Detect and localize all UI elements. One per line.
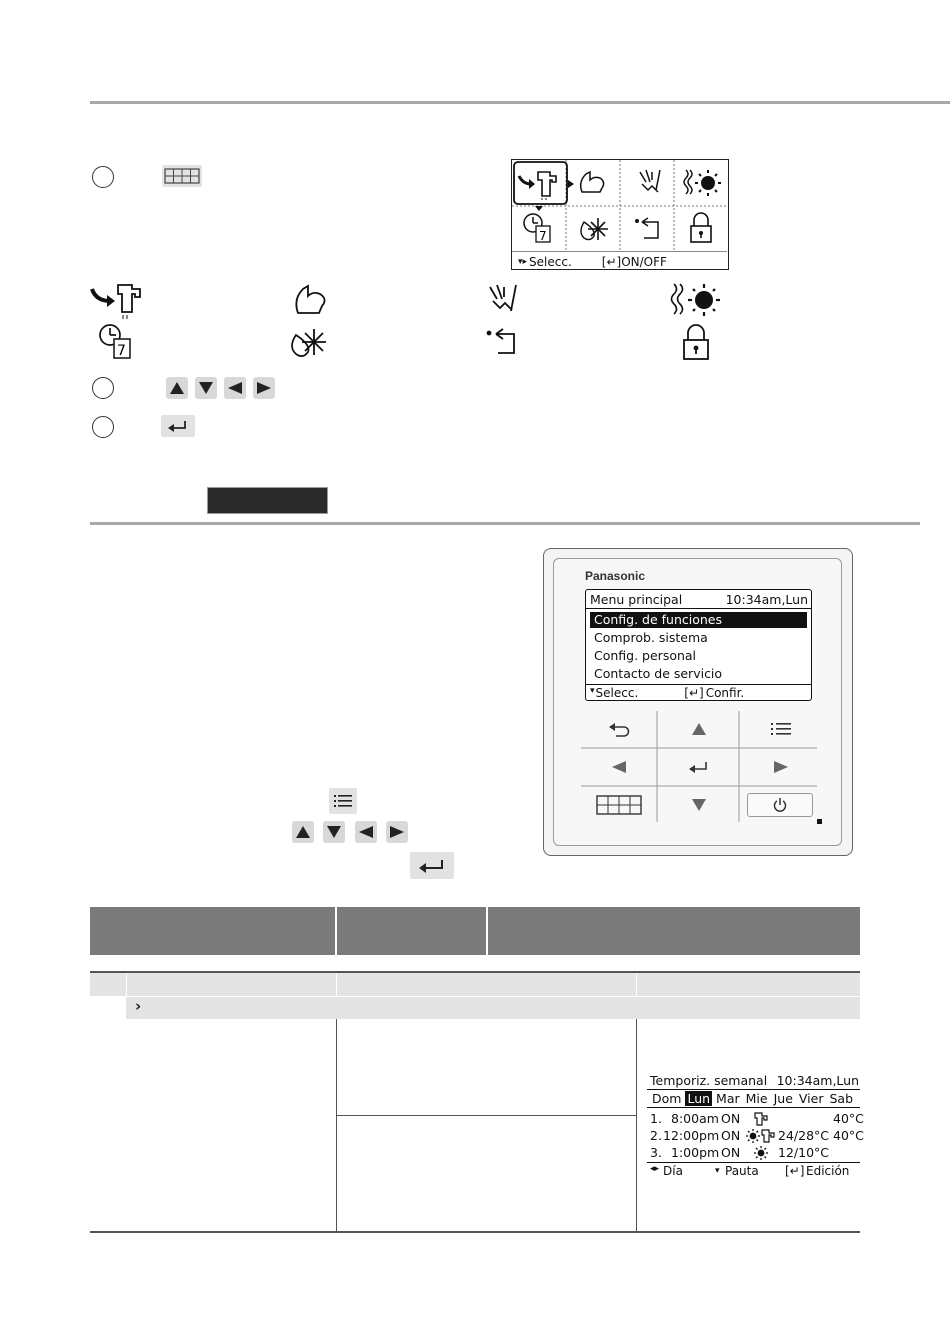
day-tab[interactable]: Mar [716,1091,740,1106]
row3-time: 1:00pm [671,1145,720,1160]
footer-edit: Edición [806,1164,850,1178]
table-band-divider-b [336,973,337,996]
schedule-time: 10:34am,Lun [776,1073,859,1088]
right-button[interactable] [751,752,811,782]
enter-icon [688,760,710,774]
remote-footer [590,686,744,700]
legend-lock-icon [680,323,712,365]
remote-footer-confirm: Confir. [705,686,745,700]
legend-heater-sun-icon [668,281,724,323]
day-arrows-icon: ◂▸ [650,1164,660,1174]
menu-list-icon [770,721,792,737]
day-tab[interactable]: Jue [773,1091,793,1106]
legend-return-icon [484,325,524,363]
row2-room-temps: 24/28°C [778,1128,830,1143]
top-rule [90,101,950,104]
enter-key-icon [161,415,195,437]
timer-button[interactable] [594,791,644,819]
enter-button[interactable] [669,752,729,782]
right-arrow-key [253,377,275,399]
step-1-circle [92,166,114,188]
menu-item-functions[interactable]: Config. de funciones [590,612,807,628]
schedule-title: Temporiz. semanal [650,1073,768,1088]
remote-footer-divider [586,684,811,685]
panel-power-icon [576,168,610,202]
table-bottom-line [90,1231,860,1233]
remote-footer-select: Selecc. [595,686,639,700]
footer-day: Día [663,1164,683,1178]
down-arrow-key [195,377,217,399]
schedule-title-divider [647,1089,860,1090]
dark-label-box [207,487,328,514]
schedule-footer-divider [647,1162,860,1163]
svg-text:7: 7 [539,229,547,243]
menu-item-service-contact[interactable]: Contacto de servicio [594,666,723,681]
remote-screen [585,589,812,701]
panel-tap-icon [516,166,560,204]
up-arrow-key-2 [292,821,314,843]
function-icon-panel [511,159,729,270]
enter-key-icon-2 [410,852,454,879]
pattern-arrow-icon: ▾ [715,1166,720,1176]
panel-footer-select: Selecc. [529,255,572,269]
table-band-divider-a [126,973,127,996]
row3-state: ON [721,1145,741,1160]
power-icon [772,797,788,813]
panel-footer-onoff: ON/OFF [621,255,667,269]
table-header-divider-1 [335,907,337,955]
table-col-divider-1 [336,1019,337,1232]
table-band-divider-c [636,973,637,996]
remote-screen-title: Menu principal [590,592,683,607]
right-arrow-key-2 [386,821,408,843]
table-band-top-line [90,971,860,973]
left-arrow-icon [611,760,627,774]
up-arrow-icon [691,722,707,736]
down-arrow-key-2 [323,821,345,843]
step-3-circle [92,416,114,438]
row3-room-temps: 12/10°C [778,1145,830,1160]
schedule-days-divider [647,1107,860,1108]
row3-sun-icon [754,1146,768,1160]
menu-item-personal-config[interactable]: Config. personal [594,648,697,663]
schedule-days [650,1091,855,1106]
day-tab[interactable]: Dom [652,1091,682,1106]
row1-tap-icon [753,1112,769,1126]
row2-state: ON [721,1128,741,1143]
row3-num: 3. [650,1145,662,1160]
right-arrow-icon [773,760,789,774]
remote-brand: Panasonic [585,569,646,583]
legend-quiet-icon [484,283,524,321]
select-arrows-icon: ▾▸ [518,257,528,267]
table-mid-divider [337,1115,636,1116]
weekly-schedule-screen [647,1070,864,1182]
power-led [817,819,822,824]
up-arrow-key [166,377,188,399]
day-tab[interactable]: Mie [745,1091,768,1106]
enter-key-glyph: [↵] [785,1164,805,1178]
day-tab[interactable]: Vier [798,1091,824,1106]
left-button[interactable] [589,752,649,782]
enter-key-glyph: [↵] [601,255,622,269]
up-button[interactable] [669,714,729,744]
footer-select-arrow-icon: ▾ [590,686,595,696]
down-arrow-icon [691,798,707,812]
menu-key-icon [329,788,357,814]
svg-text:7: 7 [117,343,126,359]
panel-quiet-icon [634,168,668,202]
timer-grid-icon [596,795,642,815]
row2-sun-icon [746,1129,760,1143]
menu-button[interactable] [751,714,811,744]
row2-tank-temp: 40°C [833,1128,864,1143]
power-button[interactable] [747,793,813,817]
row2-num: 2. [650,1128,662,1143]
table-header [90,907,860,955]
table-col-divider-2 [636,1019,637,1232]
remote-screen-time: 10:34am,Lun [725,592,808,607]
legend-power-icon [292,283,332,321]
back-icon [608,721,630,737]
remote-controller [543,548,853,856]
day-tab-selected[interactable]: Lun [687,1091,711,1106]
left-arrow-key-2 [355,821,377,843]
day-tab[interactable]: Sab [829,1091,854,1106]
panel-lock-icon [688,212,714,248]
table-section-band [90,972,860,996]
row2-tap-icon [760,1129,776,1143]
panel-defrost-icon [576,212,610,250]
row1-tank-temp: 40°C [833,1111,864,1126]
table-row-marker: › [135,997,142,1015]
table-subsection-band [126,997,860,1019]
timer-key-icon [162,165,202,187]
back-button[interactable] [589,714,649,744]
section-rule [90,522,920,525]
enter-key-glyph: [↵] [684,686,704,700]
step-2-circle [92,377,114,399]
legend-defrost-icon [287,323,331,365]
table-header-divider-2 [486,907,488,955]
panel-return-icon [632,214,666,248]
row2-time: 12:00pm [663,1128,720,1143]
footer-pattern: Pauta [725,1164,759,1178]
panel-footer [518,255,667,269]
menu-item-system-check[interactable]: Comprob. sistema [594,630,708,645]
row1-num: 1. [650,1111,662,1126]
legend-weekly-timer-icon [98,323,138,365]
legend-tap-icon [90,281,148,323]
row1-time: 8:00am [671,1111,719,1126]
panel-weekly-timer-icon [522,212,556,250]
remote-screen-divider [586,608,811,609]
row1-state: ON [721,1111,741,1126]
panel-heater-sun-icon [680,166,724,204]
left-arrow-key [224,377,246,399]
down-button[interactable] [669,791,729,819]
